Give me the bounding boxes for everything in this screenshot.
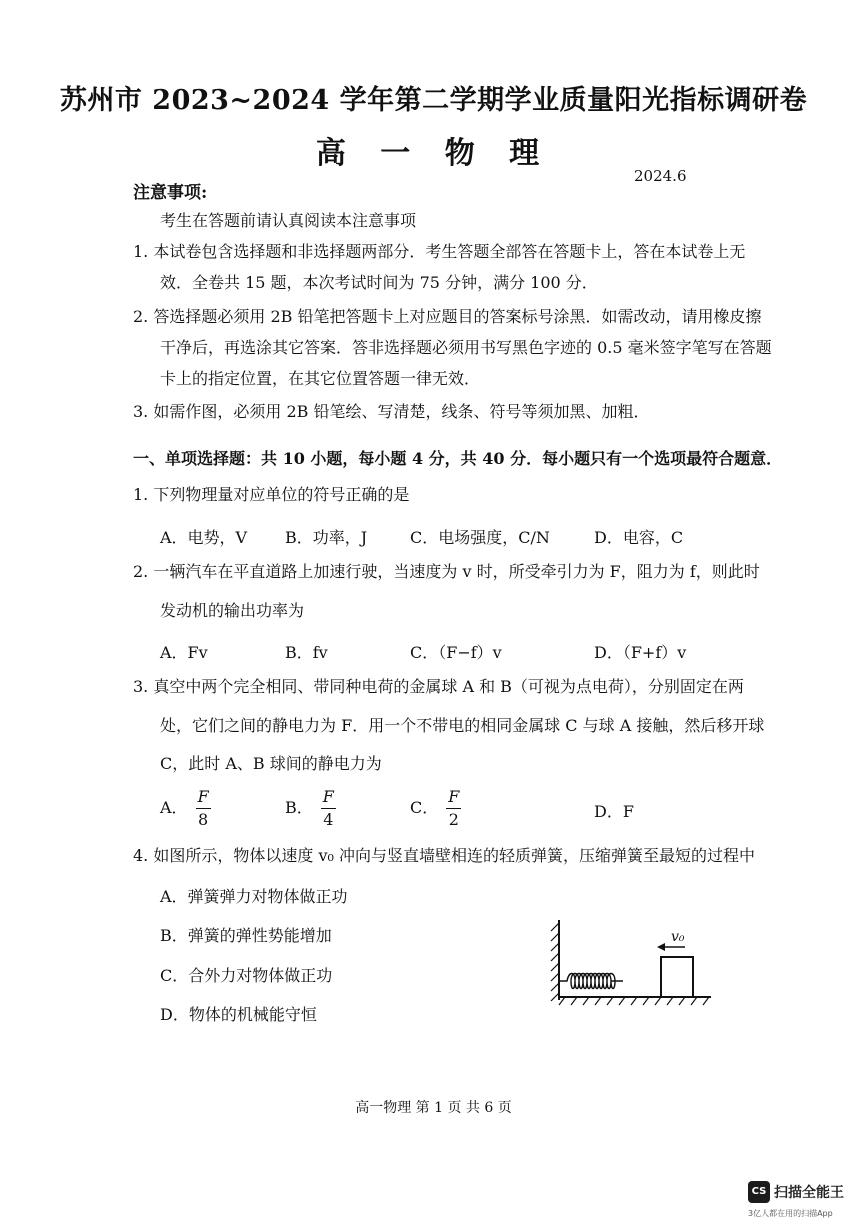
fraction-denominator: 2 <box>448 810 459 829</box>
q4-option-b: B．弹簧的弹性势能增加 <box>160 926 332 945</box>
q3-option-c <box>410 786 461 831</box>
fraction-numerator: F <box>321 786 336 809</box>
question-1-stem: 1. 下列物理量对应单位的符号正确的是 <box>133 485 410 504</box>
fraction <box>321 786 336 831</box>
option-letter: A． <box>160 798 188 817</box>
exam-title: 苏州市 2023~2024 学年第二学期学业质量阳光指标调研卷 <box>59 85 808 116</box>
fraction-numerator: F <box>196 786 211 809</box>
spring-block-diagram <box>545 915 725 1010</box>
question-4-stem: 4. 如图所示，物体以速度 v₀ 冲向与竖直墙壁相连的轻质弹簧，压缩弹簧至最短的过程中 <box>133 846 755 865</box>
ground-hatch <box>559 997 711 1005</box>
question-3-stem: 3. 真空中两个完全相同、带同种电荷的金属球 A 和 B（可视为点电荷），分别固定在两 <box>133 677 744 696</box>
fraction-denominator: 8 <box>198 810 209 829</box>
fraction <box>446 786 461 831</box>
notice-line: 2. 答选择题必须用 2B 铅笔把答题卡上对应题目的答案标号涂黑．如需改动，请用橡皮擦 <box>133 307 762 326</box>
q3-option-d: D．F <box>594 802 634 821</box>
q4-option-a: A．弹簧弹力对物体做正功 <box>160 887 348 906</box>
notice-line: 1. 本试卷包含选择题和非选择题两部分．考生答题全部答在答题卡上，答在本试卷上无 <box>133 242 746 261</box>
section-title: 一、单项选择题：共 10 小题，每小题 4 分，共 40 分．每小题只有一个选项最符合题意． <box>133 449 783 468</box>
page-footer: 高一物理 第 1 页 共 6 页 <box>355 1100 512 1116</box>
notice-line: 效．全卷共 15 题，本次考试时间为 75 分钟，满分 100 分． <box>160 273 598 292</box>
question-2-stem: 发动机的输出功率为 <box>160 601 305 620</box>
q1-option-b: B．功率，J <box>285 528 368 547</box>
question-3-stem: C，此时 A、B 球间的静电力为 <box>160 754 382 773</box>
question-2-stem: 2. 一辆汽车在平直道路上加速行驶，当速度为 v 时，所受牵引力为 F，阻力为 f，则此时 <box>133 562 760 581</box>
exam-subject: 高 一 物 理 <box>315 136 552 171</box>
scanner-logo-icon: CS <box>748 1181 770 1203</box>
notice-line: 卡上的指定位置，在其它位置答题一律无效． <box>160 369 481 388</box>
option-letter: B． <box>285 798 313 817</box>
block <box>661 957 693 997</box>
scanner-tagline: 3亿人都在用的扫描App <box>748 1209 833 1218</box>
q4-option-d: D．物体的机械能守恒 <box>160 1005 317 1024</box>
fraction-numerator: F <box>446 786 461 809</box>
scanner-brand-name: 扫描全能王 <box>774 1185 844 1201</box>
exam-date: 2024.6 <box>634 167 687 185</box>
wall-hatch <box>551 920 559 1001</box>
notice-line: 干净后，再选涂其它答案．答非选择题必须用书写黑色字迹的 0.5 毫米签字笔写在答题 <box>160 338 772 357</box>
q3-option-b <box>285 786 336 831</box>
q2-option-c: C．（F−f）v <box>410 643 502 662</box>
notice-intro: 考生在答题前请认真阅读本注意事项 <box>160 211 417 230</box>
q4-option-c: C．合外力对物体做正功 <box>160 966 333 985</box>
q2-option-d: D．（F+f）v <box>594 643 687 662</box>
q2-option-a: A．Fv <box>160 643 208 662</box>
question-3-stem: 处，它们之间的静电力为 F．用一个不带电的相同金属球 C 与球 A 接触，然后移开球 <box>160 716 765 735</box>
velocity-label: v₀ <box>671 929 685 945</box>
scanner-watermark <box>748 1181 860 1221</box>
q3-option-a <box>160 786 211 831</box>
notice-title: 注意事项: <box>133 183 208 203</box>
q1-option-c: C．电场强度，C/N <box>410 528 550 547</box>
spring <box>559 974 623 989</box>
option-letter: C． <box>410 798 439 817</box>
fraction <box>196 786 211 831</box>
q1-option-a: A．电势，V <box>160 528 248 547</box>
fraction-denominator: 4 <box>323 810 334 829</box>
q2-option-b: B．fv <box>285 643 328 662</box>
q1-option-d: D．电容，C <box>594 528 684 547</box>
notice-line: 3. 如需作图，必须用 2B 铅笔绘、写清楚，线条、符号等须加黑、加粗． <box>133 402 650 421</box>
